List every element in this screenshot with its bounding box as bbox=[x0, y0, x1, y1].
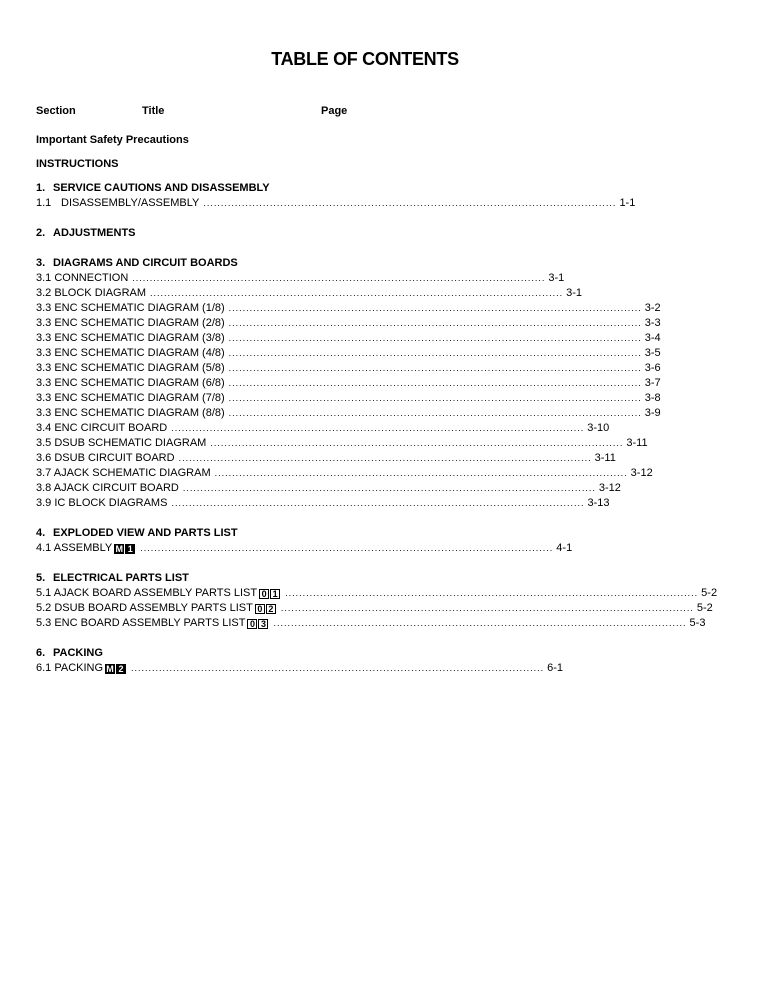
toc-entry[interactable] bbox=[36, 481, 621, 496]
section-title: PACKING bbox=[53, 647, 103, 659]
entry-label: 4.1 ASSEMBLY bbox=[36, 542, 113, 554]
leader-dots: ...................................................................................................................... bbox=[140, 543, 554, 553]
toc-safety-precautions[interactable]: Important Safety Precautions bbox=[36, 134, 189, 146]
entry-page: 3-11 bbox=[626, 437, 648, 449]
toc-entry[interactable] bbox=[36, 406, 661, 421]
toc-entry[interactable] bbox=[36, 271, 565, 286]
entry-label: 5.2 DSUB BOARD ASSEMBLY PARTS LIST bbox=[36, 602, 253, 614]
badge-char: 2 bbox=[116, 664, 126, 674]
entry-label: 3.8 AJACK CIRCUIT BOARD bbox=[36, 482, 179, 494]
section-number: 6. bbox=[36, 647, 46, 659]
toc-section-6-heading[interactable] bbox=[36, 646, 346, 661]
entry-page: 5-2 bbox=[696, 602, 713, 614]
badge-char: M bbox=[106, 664, 114, 674]
badge-char: 0 bbox=[259, 589, 269, 599]
toc-entry[interactable] bbox=[36, 301, 661, 316]
entry-label: 3.3 ENC SCHEMATIC DIAGRAM (7/8) bbox=[36, 392, 225, 404]
entry-number: 1.1 bbox=[36, 197, 52, 209]
toc-entry[interactable] bbox=[36, 361, 661, 376]
toc-entry[interactable] bbox=[36, 346, 661, 361]
toc-instructions[interactable]: INSTRUCTIONS bbox=[36, 158, 119, 170]
leader-dots: ...................................................................................................................... bbox=[280, 603, 694, 613]
toc-entry[interactable] bbox=[36, 436, 648, 451]
section-number: 2. bbox=[36, 227, 46, 239]
column-header-page: Page bbox=[321, 105, 348, 117]
section-number: 3. bbox=[36, 257, 46, 269]
entry-page: 3-3 bbox=[644, 317, 661, 329]
badge-char: 3 bbox=[258, 619, 268, 629]
entry-page: 5-3 bbox=[689, 617, 706, 629]
badge-char: 1 bbox=[270, 589, 280, 599]
section-title: DIAGRAMS AND CIRCUIT BOARDS bbox=[53, 257, 238, 269]
entry-label: 6.1 PACKING bbox=[36, 662, 104, 674]
entry-label: 5.3 ENC BOARD ASSEMBLY PARTS LIST bbox=[36, 617, 246, 629]
toc-entry[interactable] bbox=[36, 541, 573, 556]
entry-label: 3.3 ENC SCHEMATIC DIAGRAM (8/8) bbox=[36, 407, 225, 419]
entry-page: 3-2 bbox=[644, 302, 661, 314]
toc-entry[interactable] bbox=[36, 466, 653, 481]
entry-page: 4-1 bbox=[556, 542, 573, 554]
toc-entry[interactable] bbox=[36, 286, 583, 301]
entry-label: 3.3 ENC SCHEMATIC DIAGRAM (5/8) bbox=[36, 362, 225, 374]
entry-page: 3-4 bbox=[644, 332, 661, 344]
leader-dots: ...................................................................................................................... bbox=[228, 363, 642, 373]
toc-entry[interactable] bbox=[36, 391, 661, 406]
ref-badge bbox=[259, 589, 281, 599]
leader-dots: ...................................................................................................................... bbox=[150, 288, 564, 298]
entry-label: 3.3 ENC SCHEMATIC DIAGRAM (1/8) bbox=[36, 302, 225, 314]
toc-section-2-heading[interactable] bbox=[36, 226, 346, 241]
leader-dots: ...................................................................................................................... bbox=[131, 663, 545, 673]
entry-page: 3-9 bbox=[644, 407, 661, 419]
section-number: 4. bbox=[36, 527, 46, 539]
leader-dots: ...................................................................................................................... bbox=[228, 378, 642, 388]
entry-label: 3.3 ENC SCHEMATIC DIAGRAM (6/8) bbox=[36, 377, 225, 389]
toc-entry[interactable] bbox=[36, 451, 616, 466]
badge-char: 0 bbox=[255, 604, 265, 614]
leader-dots: ...................................................................................................................... bbox=[228, 318, 642, 328]
ref-badge bbox=[247, 619, 269, 629]
entry-page: 3-7 bbox=[644, 377, 661, 389]
leader-dots: ...................................................................................................................... bbox=[228, 408, 642, 418]
toc-entry[interactable] bbox=[36, 196, 636, 211]
entry-label: 3.6 DSUB CIRCUIT BOARD bbox=[36, 452, 175, 464]
leader-dots: ...................................................................................................................... bbox=[203, 198, 617, 208]
leader-dots: ...................................................................................................................... bbox=[210, 438, 624, 448]
column-header-section: Section bbox=[36, 105, 76, 117]
ref-badge bbox=[105, 664, 127, 674]
leader-dots: ...................................................................................................................... bbox=[228, 348, 642, 358]
section-title: ADJUSTMENTS bbox=[53, 227, 136, 239]
entry-label: 3.1 CONNECTION bbox=[36, 272, 129, 284]
entry-page: 3-5 bbox=[644, 347, 661, 359]
toc-section-1-heading[interactable] bbox=[36, 181, 346, 196]
entry-page: 3-10 bbox=[587, 422, 610, 434]
toc-entry[interactable] bbox=[36, 496, 610, 511]
leader-dots: ...................................................................................................................... bbox=[228, 393, 642, 403]
entry-label: 3.3 ENC SCHEMATIC DIAGRAM (3/8) bbox=[36, 332, 225, 344]
entry-label: 3.5 DSUB SCHEMATIC DIAGRAM bbox=[36, 437, 207, 449]
toc-section-4-heading[interactable] bbox=[36, 526, 346, 541]
leader-dots: ...................................................................................................................... bbox=[214, 468, 628, 478]
entry-page: 3-6 bbox=[644, 362, 661, 374]
entry-label: 3.3 ENC SCHEMATIC DIAGRAM (4/8) bbox=[36, 347, 225, 359]
leader-dots: ...................................................................................................................... bbox=[273, 618, 687, 628]
leader-dots: ...................................................................................................................... bbox=[228, 333, 642, 343]
leader-dots: ...................................................................................................................... bbox=[171, 423, 585, 433]
toc-entry[interactable] bbox=[36, 616, 706, 631]
toc-entry[interactable] bbox=[36, 376, 661, 391]
toc-entry[interactable] bbox=[36, 661, 564, 676]
entry-page: 1-1 bbox=[619, 197, 636, 209]
entry-page: 5-2 bbox=[701, 587, 718, 599]
ref-badge bbox=[255, 604, 277, 614]
leader-dots: ...................................................................................................................... bbox=[171, 498, 585, 508]
toc-entry[interactable] bbox=[36, 331, 661, 346]
entry-page: 3-12 bbox=[630, 467, 653, 479]
badge-char: 1 bbox=[125, 544, 135, 554]
section-title: EXPLODED VIEW AND PARTS LIST bbox=[53, 527, 238, 539]
section-number: 1. bbox=[36, 182, 46, 194]
toc-entry[interactable] bbox=[36, 586, 718, 601]
leader-dots: ...................................................................................................................... bbox=[285, 588, 699, 598]
section-title: SERVICE CAUTIONS AND DISASSEMBLY bbox=[53, 182, 270, 194]
leader-dots: ...................................................................................................................... bbox=[178, 453, 592, 463]
table-of-contents bbox=[36, 133, 718, 676]
leader-dots: ...................................................................................................................... bbox=[182, 483, 596, 493]
entry-label: DISASSEMBLY/ASSEMBLY bbox=[61, 197, 200, 209]
toc-entry[interactable] bbox=[36, 601, 713, 616]
entry-page: 3-13 bbox=[587, 497, 610, 509]
toc-entry[interactable] bbox=[36, 421, 610, 436]
entry-label: 5.1 AJACK BOARD ASSEMBLY PARTS LIST bbox=[36, 587, 258, 599]
entry-page: 3-11 bbox=[594, 452, 616, 464]
entry-page: 3-1 bbox=[566, 287, 583, 299]
leader-dots: ...................................................................................................................... bbox=[228, 303, 642, 313]
entry-label: 3.4 ENC CIRCUIT BOARD bbox=[36, 422, 168, 434]
column-header-title: Title bbox=[142, 105, 165, 117]
entry-page: 6-1 bbox=[547, 662, 564, 674]
entry-label: 3.9 IC BLOCK DIAGRAMS bbox=[36, 497, 168, 509]
entry-page: 3-12 bbox=[598, 482, 621, 494]
toc-section-3-heading[interactable] bbox=[36, 256, 346, 271]
toc-entry[interactable] bbox=[36, 316, 661, 331]
leader-dots: ...................................................................................................................... bbox=[132, 273, 546, 283]
page-title: TABLE OF CONTENTS bbox=[271, 49, 459, 69]
badge-char: 2 bbox=[266, 604, 276, 614]
entry-page: 3-1 bbox=[548, 272, 565, 284]
section-number: 5. bbox=[36, 572, 46, 584]
section-title: ELECTRICAL PARTS LIST bbox=[53, 572, 189, 584]
toc-section-5-heading[interactable] bbox=[36, 571, 346, 586]
ref-badge bbox=[114, 544, 136, 554]
entry-label: 3.2 BLOCK DIAGRAM bbox=[36, 287, 147, 299]
badge-char: M bbox=[115, 544, 123, 554]
entry-label: 3.7 AJACK SCHEMATIC DIAGRAM bbox=[36, 467, 211, 479]
entry-label: 3.3 ENC SCHEMATIC DIAGRAM (2/8) bbox=[36, 317, 225, 329]
badge-char: 0 bbox=[247, 619, 257, 629]
entry-page: 3-8 bbox=[644, 392, 661, 404]
